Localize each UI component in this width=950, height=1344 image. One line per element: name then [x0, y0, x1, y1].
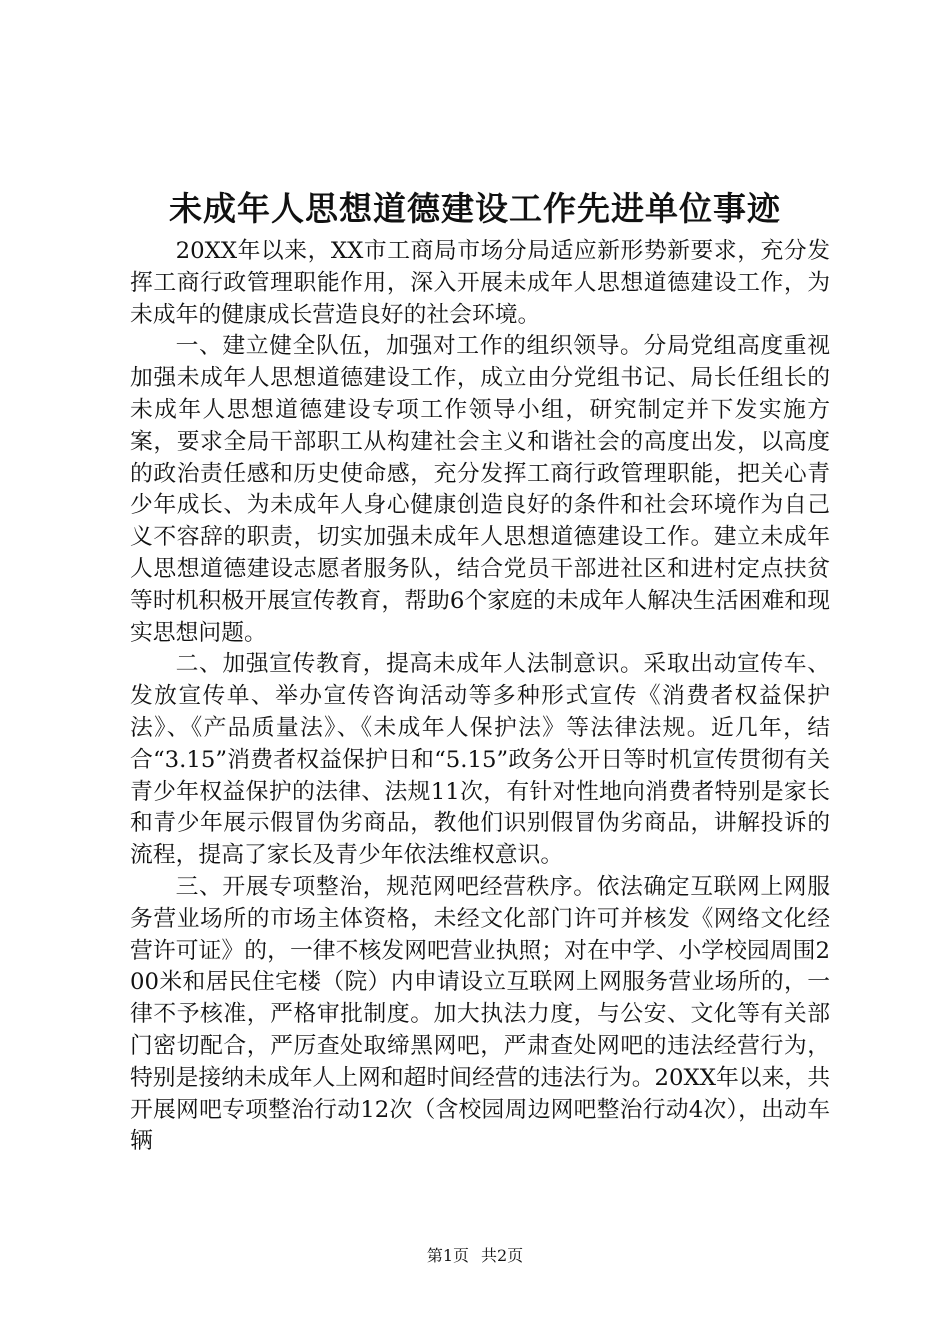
document-body	[130, 236, 830, 1158]
page-total: 共2页	[481, 1246, 524, 1265]
paragraph-section-2: 二、加强宣传教育，提高未成年人法制意识。采取出动宣传车、发放宣传单、举办宣传咨询活动等多种形式宣传《消费者权益保护法》、《产品质量法》、《未成年人保护法》等法律法规。近几年，结合“3.15”消费者权益保护日和“5.15”政务公开日等时机宣传贯彻有关青少年权益保护的法律、法规11次，有针对性地向消费者特别是家长和青少年展示假冒伪劣商品，教他们识别假冒伪劣商品，讲解投诉的流程，提高了家长及青少年依法维权意识。	[130, 651, 830, 869]
paragraph-section-1: 一、建立健全队伍，加强对工作的组织领导。分局党组高度重视加强未成年人思想道德建设工作，成立由分党组书记、局长任组长的未成年人思想道德建设专项工作领导小组，研究制定并下发实施方案，要求全局干部职工从构建社会主义和谐社会的高度出发，以高度的政治责任感和历史使命感，充分发挥工商行政管理职能，把关心青少年成长、为未成年人身心健康创造良好的条件和社会环境作为自己义不容辞的职责，切实加强未成年人思想道德建设工作。建立未成年人思想道德建设志愿者服务队，结合党员干部进社区和进村定点扶贫等时机积极开展宣传教育，帮助6个家庭的未成年人解决生活困难和现实思想问题。	[130, 333, 830, 646]
page-footer	[0, 1245, 950, 1267]
document-title: 未成年人思想道德建设工作先进单位事迹	[169, 189, 781, 228]
paragraph-intro: 20XX年以来，XX市工商局市场分局适应新形势新要求，充分发挥工商行政管理职能作用，深入开展未成年人思想道德建设工作，为未成年的健康成长营造良好的社会环境。	[130, 238, 830, 328]
page-number: 第1页	[426, 1246, 469, 1265]
paragraph-section-3: 三、开展专项整治，规范网吧经营秩序。依法确定互联网上网服务营业场所的市场主体资格，未经文化部门许可并核发《网络文化经营许可证》的，一律不核发网吧营业执照；对在中学、小学校园周围200米和居民住宅楼（院）内申请设立互联网上网服务营业场所的，一律不予核准，严格审批制度。加大执法力度，与公安、文化等有关部门密切配合，严厉查处取缔黑网吧，严肃查处网吧的违法经营行为，特别是接纳未成年人上网和超时间经营的违法行为。20XX年以来，共开展网吧专项整治行动12次（含校园周边网吧整治行动4次），出动车辆	[130, 873, 830, 1155]
